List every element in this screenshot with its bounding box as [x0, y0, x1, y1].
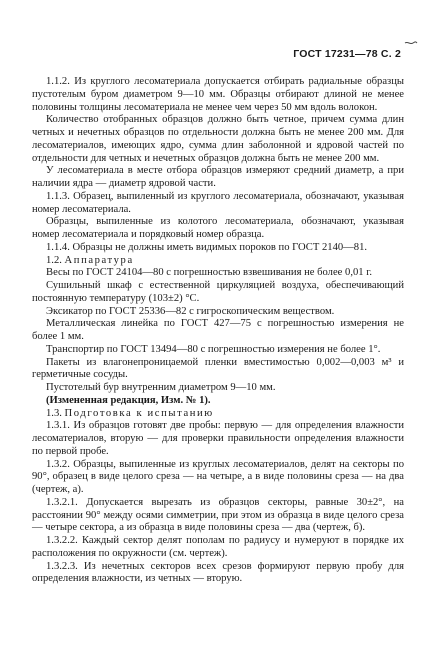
paragraph: Металлическая линейка по ГОСТ 427—75 с погрешностью измерения не более 1 мм.	[32, 318, 404, 342]
section-heading	[32, 408, 404, 421]
paragraph: 1.1.2. Из круглого лесоматериала допускается отбирать радиальные образцы пустотелым буром диаметром 9—10 мм. Образцы отбирают длиной не менее половины толщины лесоматериала не менее чем через 50 мм вдоль волокон.	[32, 76, 404, 113]
paragraph: 1.1.4. Образцы не должны иметь видимых пороков по ГОСТ 2140—81.	[46, 241, 368, 253]
page-header: ГОСТ 17231—78 С. 2	[293, 48, 401, 60]
document-body	[32, 76, 404, 586]
paragraph: 1.3.1. Из образцов готовят две пробы: первую — для определения влажности лесоматериалов, вторую — для проверки правильности определения влажности по первой пробе.	[32, 420, 404, 457]
paragraph: Пустотелый бур внутренним диаметром 9—10 мм.	[46, 382, 276, 393]
paragraph: 1.3.2.1. Допускается вырезать из образцов секторы, равные 30±2°, на расстоянии 90° между осями симметрии, при этом из образца в виде целого среза — четыре сектора, а из образца в виде половины среза — два (чертеж, б).	[32, 496, 404, 534]
section-heading	[32, 255, 404, 268]
paragraph: Весы по ГОСТ 24104—80 с погрешностью взвешивания не более 0,01 г.	[46, 267, 373, 279]
paragraph: Транспортир по ГОСТ 13494—80 с погрешностью измерения не более 1°.	[46, 343, 381, 355]
paragraph: 1.3.2.2. Каждый сектор делят пополам по радиусу и нумеруют в порядке их расположения по окружности (см. чертеж).	[32, 535, 404, 559]
section-number: 1.3.	[46, 407, 65, 419]
paragraph: Пакеты из влагонепроницаемой пленки вместимостью 0,002—0,003 м³ и герметичные сосуды.	[32, 356, 404, 381]
section-number: 1.2.	[46, 254, 65, 266]
paragraph: Сушильный шкаф с естественной циркуляцией воздуха, обеспечивающий постоянную температуру (103±2) °С.	[32, 280, 404, 304]
paragraph: 1.3.2.3. Из нечетных секторов всех срезов формируют первую пробу для определения влажности, из четных — вторую.	[32, 560, 404, 585]
amendment-note: (Измененная редакция, Изм. № 1).	[46, 394, 211, 406]
paragraph: Эксикатор по ГОСТ 25336—82 с гигроскопическим веществом.	[46, 305, 335, 317]
paragraph: Образцы, выпиленные из колотого лесоматериала, обозначают, указывая номер лесоматериала и порядковый номер образца.	[32, 216, 404, 240]
paragraph: 1.3.2. Образцы, выпиленные из круглых лесоматериалов, делят на секторы по 90°, образец в виде целого среза — на четыре, а в виде половины среза — на два (чертеж, а).	[32, 458, 404, 495]
paragraph: 1.1.3. Образец, выпиленный из круглого лесоматериала, обозначают, указывая номер лесоматериала.	[32, 190, 404, 215]
paragraph: Количество отобранных образцов должно быть четное, причем сумма длин четных и нечетных образцов по отдельности должна быть не менее 200 мм. Для лесоматериалов, имеющих ядро, сумма длин заболонной и ядровой частей по отдельности для четных и нечетных образцов должна быть не менее 200 мм.	[32, 114, 404, 164]
section-title: Аппаратура	[64, 254, 134, 266]
section-title: Подготовка к испытанию	[64, 407, 214, 419]
ink-mark-icon	[404, 40, 418, 46]
paragraph: У лесоматериала в месте отбора образцов измеряют средний диаметр, а при наличии ядра — диаметр ядровой части.	[32, 165, 404, 189]
